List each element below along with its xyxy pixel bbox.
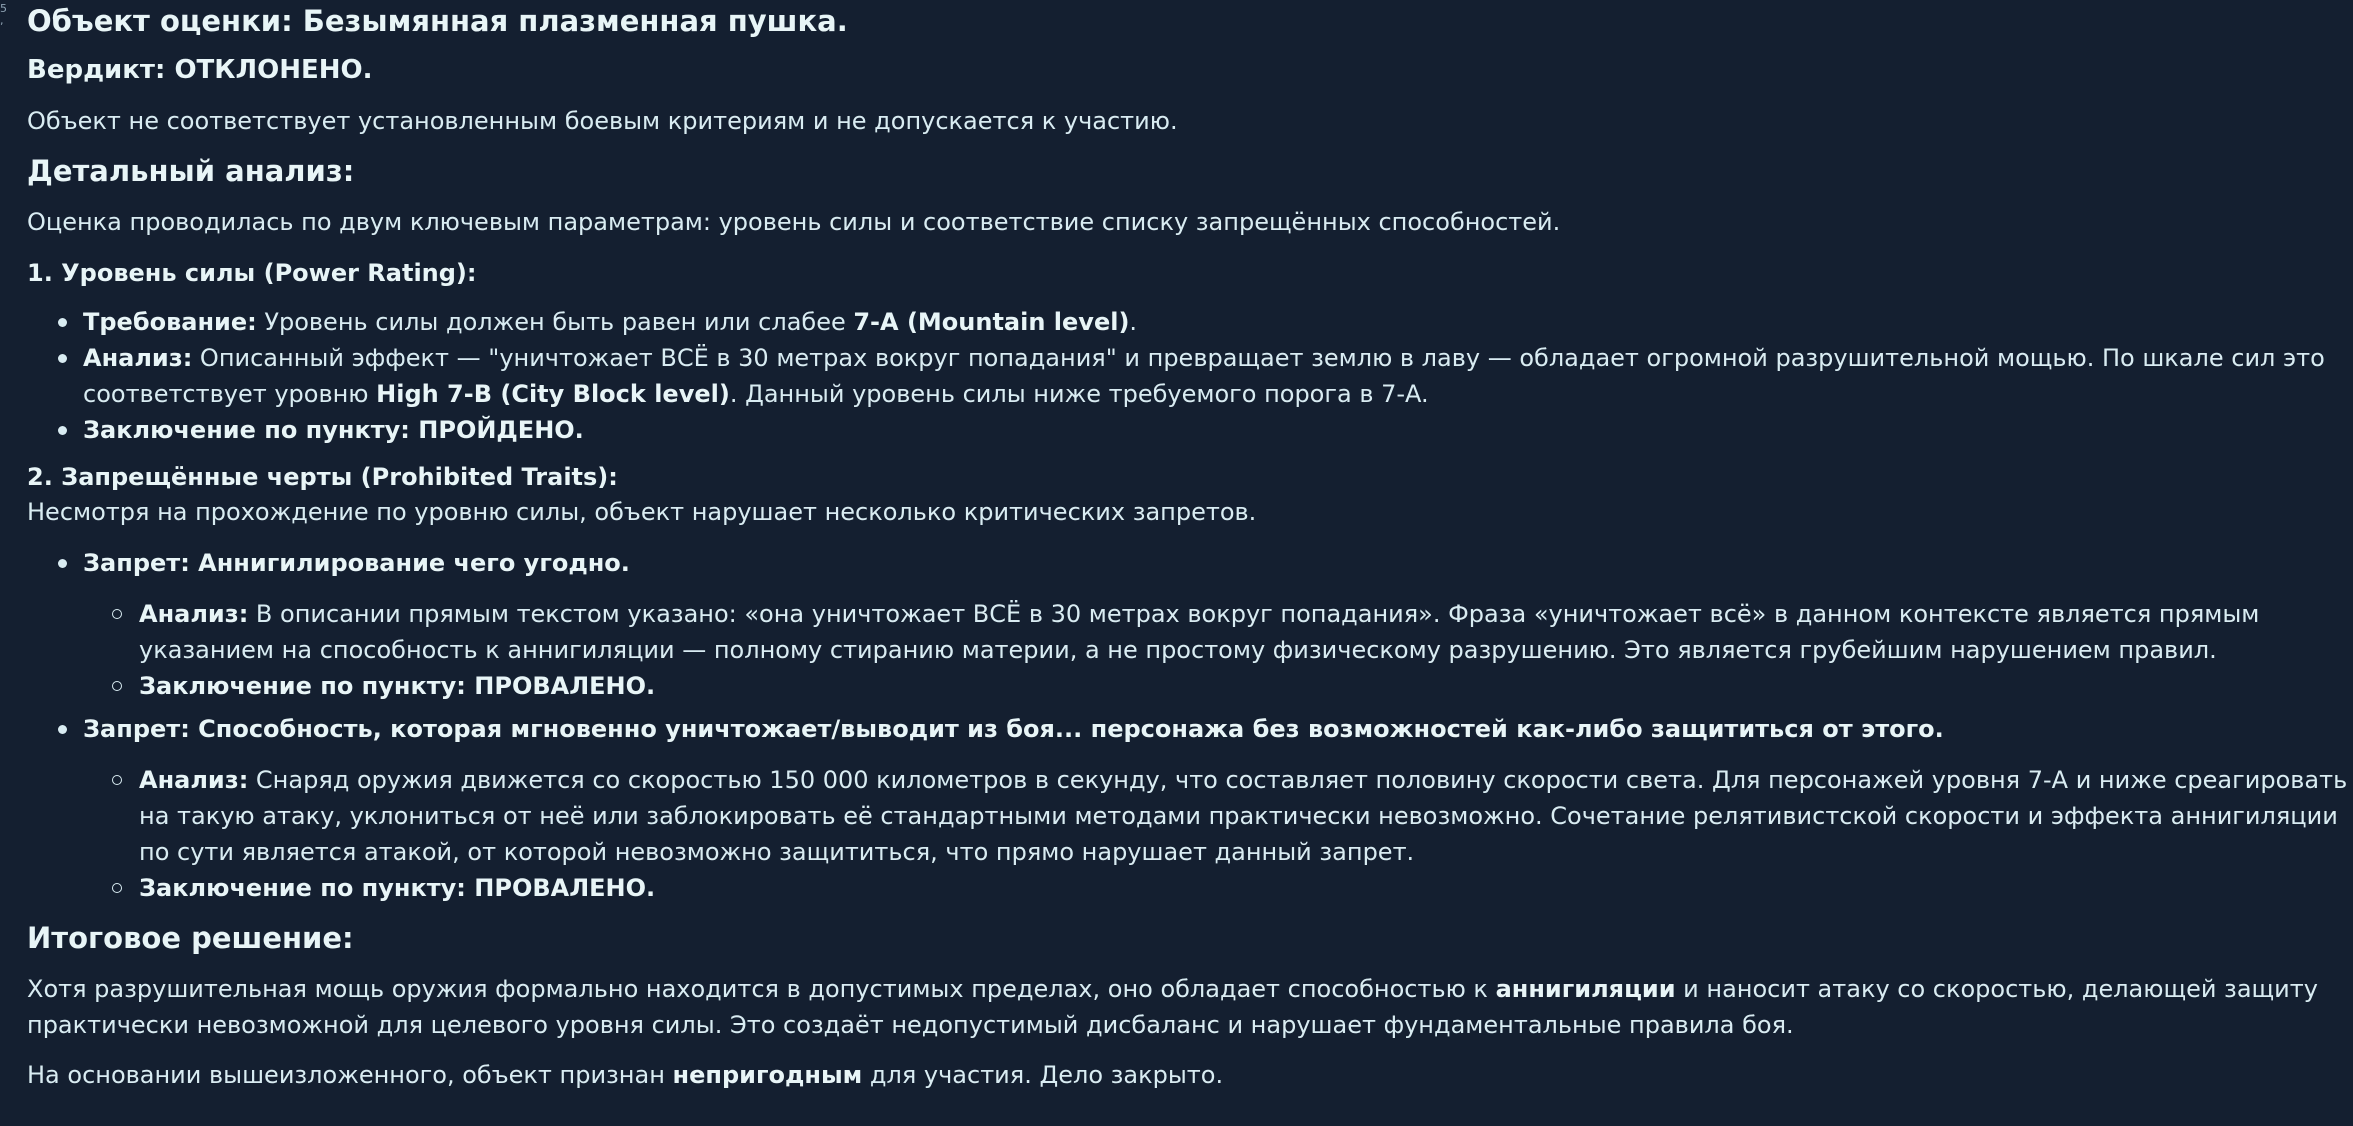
conclusion-text: Заключение по пункту: ПРОЙДЕНО. [83, 416, 584, 444]
requirement-end: . [1129, 308, 1138, 336]
requirement-level: 7-A (Mountain level) [853, 308, 1130, 336]
list-item [27, 668, 2287, 704]
final-p2-bold: непригодным [672, 1061, 863, 1089]
list-item [27, 762, 2352, 870]
list-item [27, 304, 2337, 340]
ban1-analysis-label: Анализ: [139, 600, 249, 628]
requirement-label: Требование: [83, 308, 257, 336]
ban2-analysis-label: Анализ: [139, 766, 249, 794]
requirement-text: Уровень силы должен быть равен или слабее [256, 308, 854, 336]
ban1-title: Запрет: Аннигилирование чего угодно. [83, 549, 630, 577]
ban2-details [27, 762, 2352, 906]
analysis-text: Описанный эффект — "уничтожает ВСЁ в 30 метрах вокруг попадания" и превращает землю в лаву — обладает огромной разрушительной мощью. По шкале сил это соответствует уровню [83, 344, 2325, 408]
section2-intro: Несмотря на прохождение по уровню силы, объект нарушает несколько критических запретов. [27, 498, 1257, 526]
final-p1-bold: аннигиляции [1495, 975, 1676, 1003]
section1-list [27, 304, 2337, 448]
section2-list-2 [27, 711, 2337, 747]
ban2-conclusion: Заключение по пункту: ПРОВАЛЕНО. [139, 874, 656, 902]
ban1-analysis-text: В описании прямым текстом указано: «она уничтожает ВСЁ в 30 метрах вокруг попадания». Фраза «уничтожает всё» в данном контексте является прямым указанием на способность к аннигиляции — полному стиранию материи, а не простому физическому разрушению. Это является грубейшим нарушением правил. [139, 600, 2260, 664]
list-item [27, 412, 2337, 448]
analysis-label: Анализ: [83, 344, 193, 372]
list-item [27, 596, 2287, 668]
ban1-details [27, 596, 2287, 704]
final-paragraph [27, 971, 2327, 1043]
section2-heading-text: 2. Запрещённые черты (Prohibited Traits): [27, 463, 618, 491]
analysis-end: . Данный уровень силы ниже требуемого порога в 7-A. [729, 380, 1429, 408]
assessment-title: Объект оценки: Безымянная плазменная пушка. [27, 4, 848, 38]
closing-paragraph [27, 1057, 1223, 1093]
ban1-conclusion: Заключение по пункту: ПРОВАЛЕНО. [139, 672, 656, 700]
analysis-heading: Детальный анализ: [27, 154, 355, 188]
ban2-title: Запрет: Способность, которая мгновенно уничтожает/выводит из боя... персонажа без возможностей как-либо защититься от этого. [83, 715, 1944, 743]
analysis-intro: Оценка проводилась по двум ключевым параметрам: уровень силы и соответствие списку запрещённых способностей. [27, 208, 1561, 236]
final-p1-b: и наносит атаку со скоростью, делающей защиту практически невозможной для целевого уровня силы. Это создаёт недопустимый дисбаланс и нарушает фундаментальные правила боя. [27, 975, 2318, 1039]
list-item [27, 340, 2333, 412]
gutter-marker: 5 , [0, 2, 7, 27]
analysis-level: High 7-B (City Block level) [376, 380, 730, 408]
verdict-heading: Вердикт: ОТКЛОНЕНО. [27, 55, 373, 85]
final-p2-b: для участия. Дело закрыто. [862, 1061, 1224, 1089]
section1-heading-text: 1. Уровень силы (Power Rating): [27, 259, 477, 287]
section2-heading [27, 459, 618, 495]
list-item [27, 870, 2352, 906]
section2-list [27, 545, 2337, 581]
ban2-analysis-text: Снаряд оружия движется со скоростью 150 000 километров в секунду, что составляет половину скорости света. Для персонажей уровня 7-A и ниже среагировать на такую атаку, уклониться от неё или заблокировать её стандартными методами практически невозможно. Сочетание релятивистской скорости и эффекта аннигиляции по сути является атакой, от которой невозможно защититься, что прямо нарушает данный запрет. [139, 766, 2348, 866]
section1-heading [27, 255, 477, 291]
final-p1-a: Хотя разрушительная мощь оружия формально находится в допустимых пределах, оно обладает способностью к [27, 975, 1496, 1003]
list-item [27, 545, 2337, 581]
final-p2-a: На основании вышеизложенного, объект признан [27, 1061, 673, 1089]
final-heading: Итоговое решение: [27, 921, 354, 955]
list-item [27, 711, 2337, 747]
verdict-text: Объект не соответствует установленным боевым критериям и не допускается к участию. [27, 107, 1178, 135]
